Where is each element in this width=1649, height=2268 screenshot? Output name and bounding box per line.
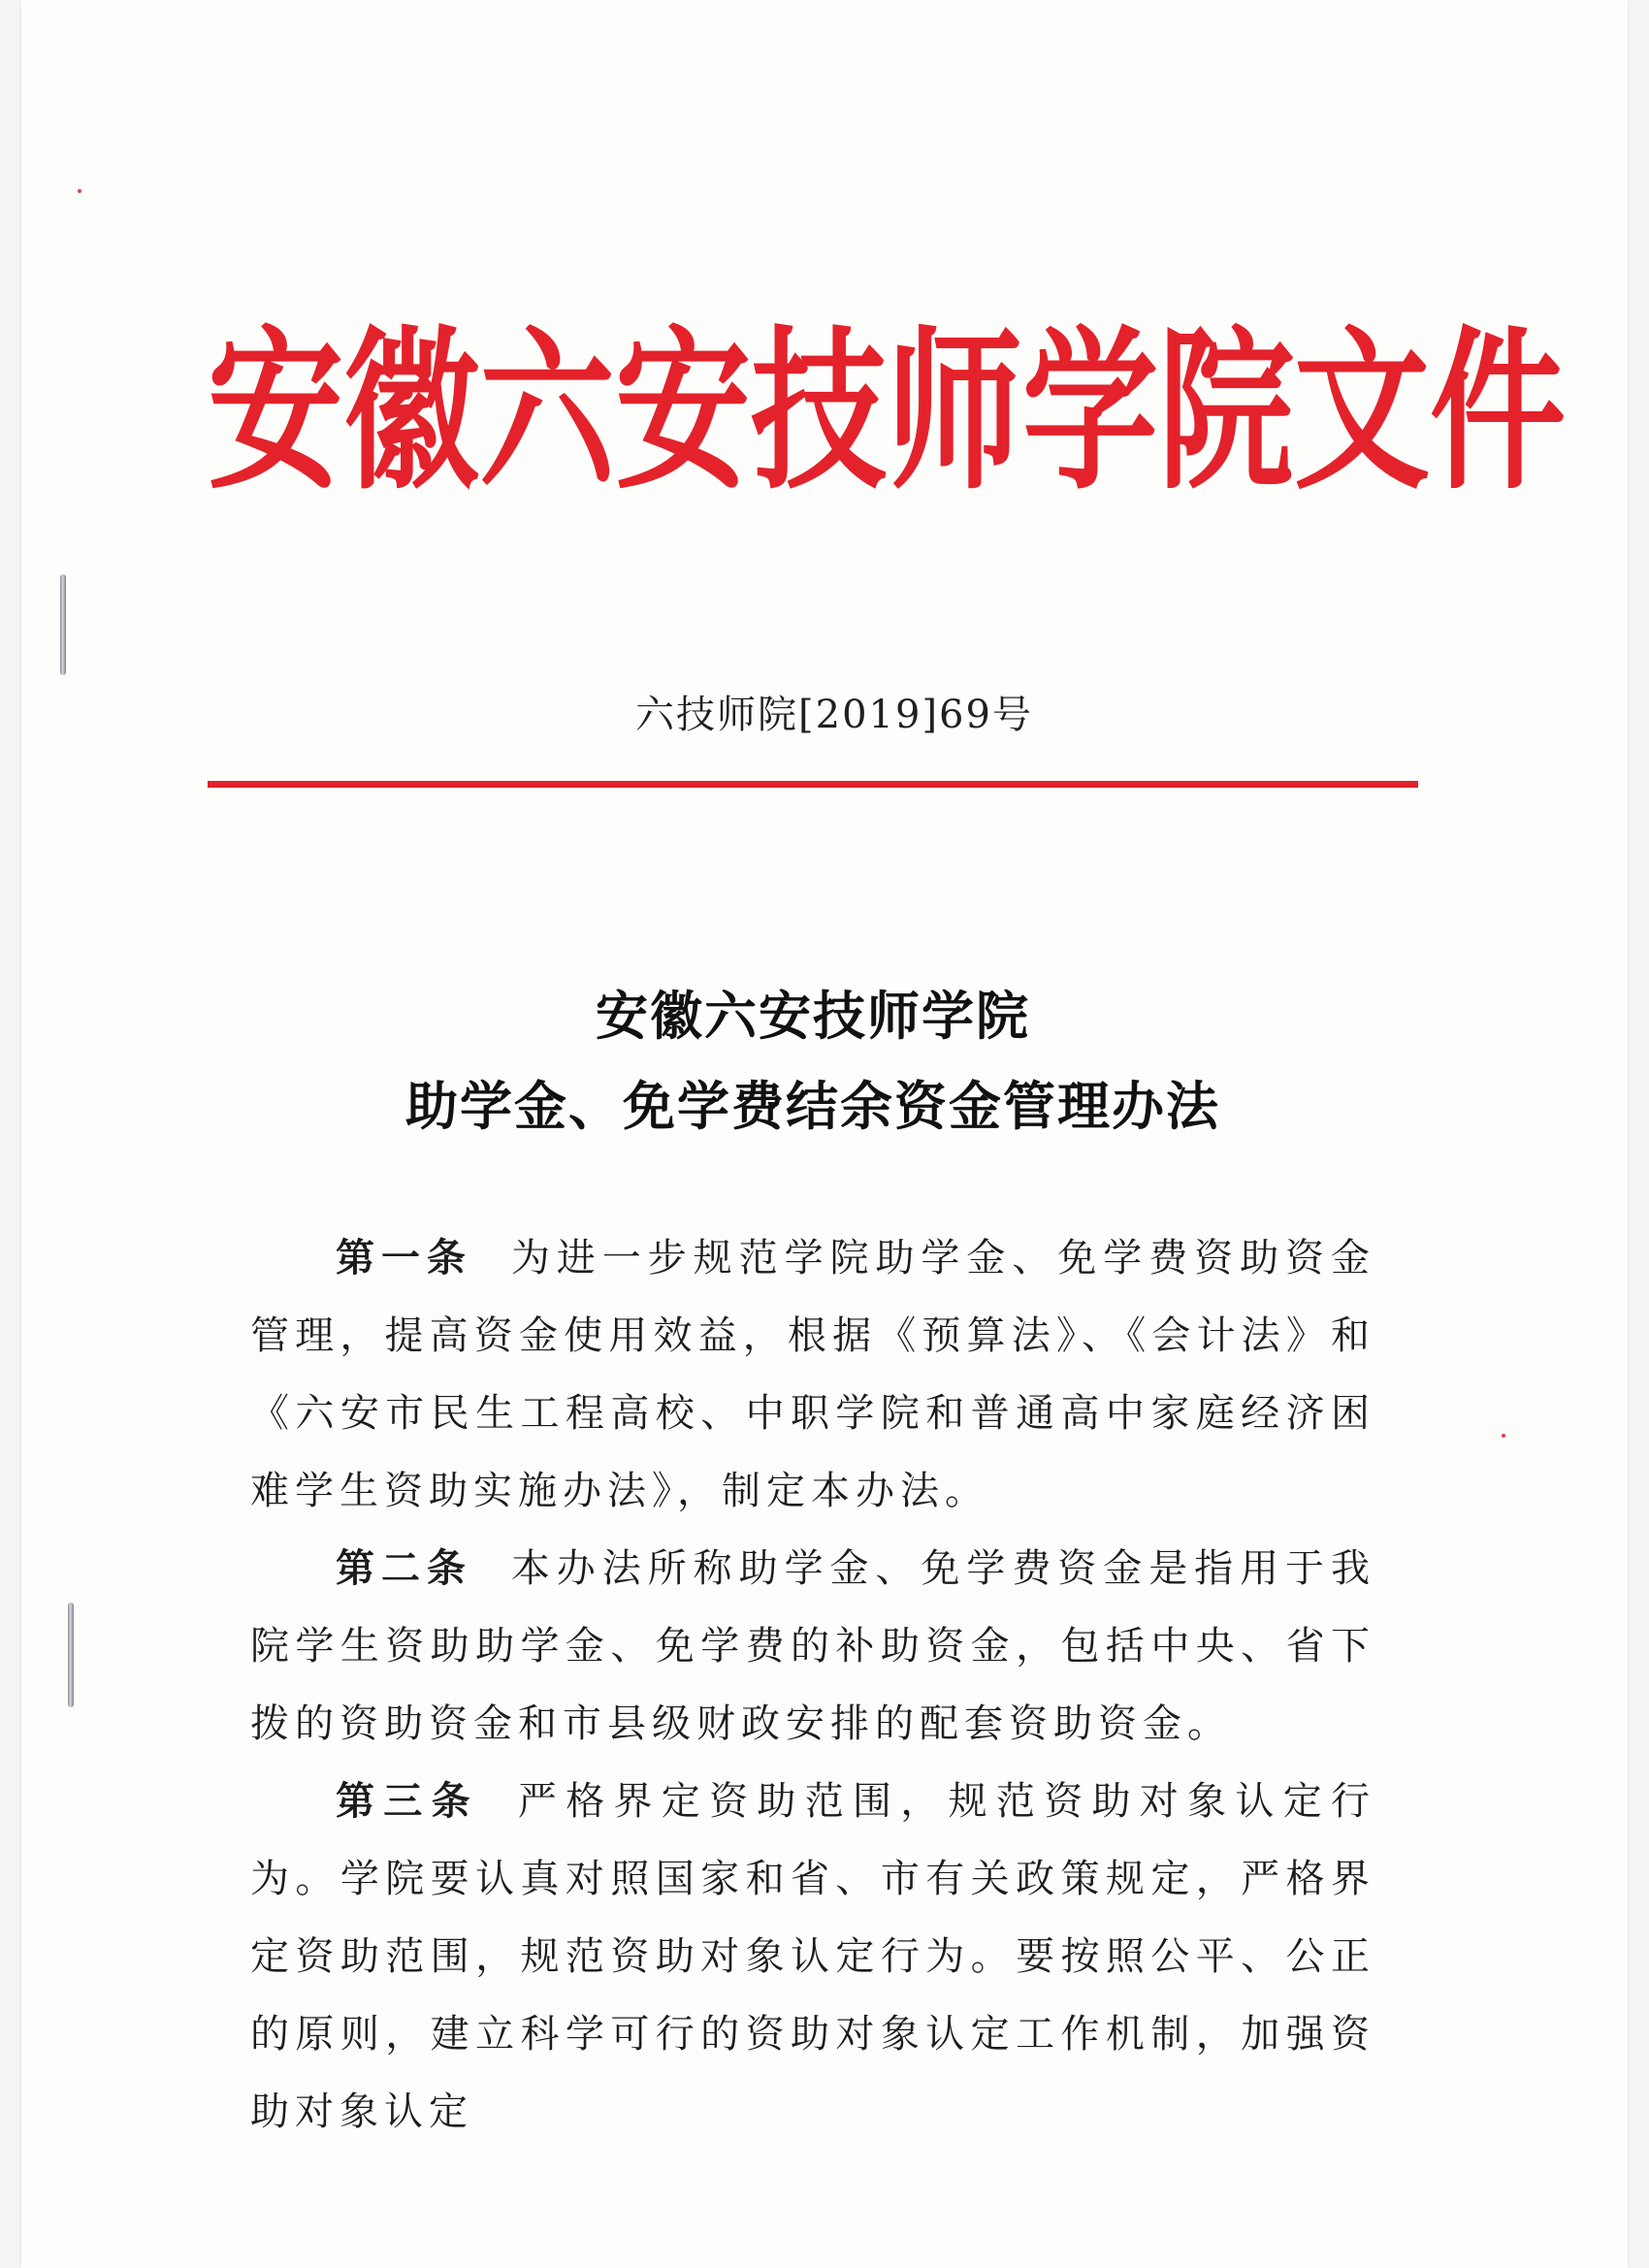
article-label: 第二条: [336, 1545, 472, 1591]
staple: [68, 1603, 74, 1707]
article-paragraph: [250, 1530, 1375, 1763]
article-paragraph: [250, 1763, 1375, 2151]
print-speck: [1502, 1434, 1505, 1438]
document-title-line-1: 安徽六安技师学院: [596, 985, 1030, 1047]
article-text: 本办法所称助学金、免学费资金是指用于我院学生资助助学金、免学费的补助资金，包括中央、省下拨的资助资金和市县级财政安排的配套资助资金。: [250, 1546, 1376, 1746]
document-number: 六技师院[2019]69号: [635, 693, 1033, 737]
article-text: 为进一步规范学院助学金、免学费资助资金管理，提高资金使用效益，根据《预算法》、《会计法》和《六安市民生工程高校、中职学院和普通高中家庭经济困难学生资助实施办法》，制定本办法。: [250, 1236, 1376, 1513]
document-title-line-2: 助学金、免学费结余资金管理办法: [405, 1075, 1220, 1137]
staple: [60, 574, 66, 675]
document-body: [250, 1219, 1375, 2151]
article-text: 严格界定资助范围，规范资助对象认定行为。学院要认真对照国家和省、市有关政策规定，严格界定资助范围，规范资助对象认定行为。要按照公平、公正的原则，建立科学可行的资助对象认定工作机制，加强资助对象认定: [250, 1779, 1376, 2134]
article-label: 第三条: [336, 1778, 479, 1824]
header-divider: [208, 781, 1418, 788]
document-header-title: 安徽六安技师学院文件: [208, 310, 1567, 514]
print-speck: [78, 189, 81, 193]
article-paragraph: [250, 1219, 1375, 1530]
article-label: 第一条: [336, 1235, 472, 1280]
